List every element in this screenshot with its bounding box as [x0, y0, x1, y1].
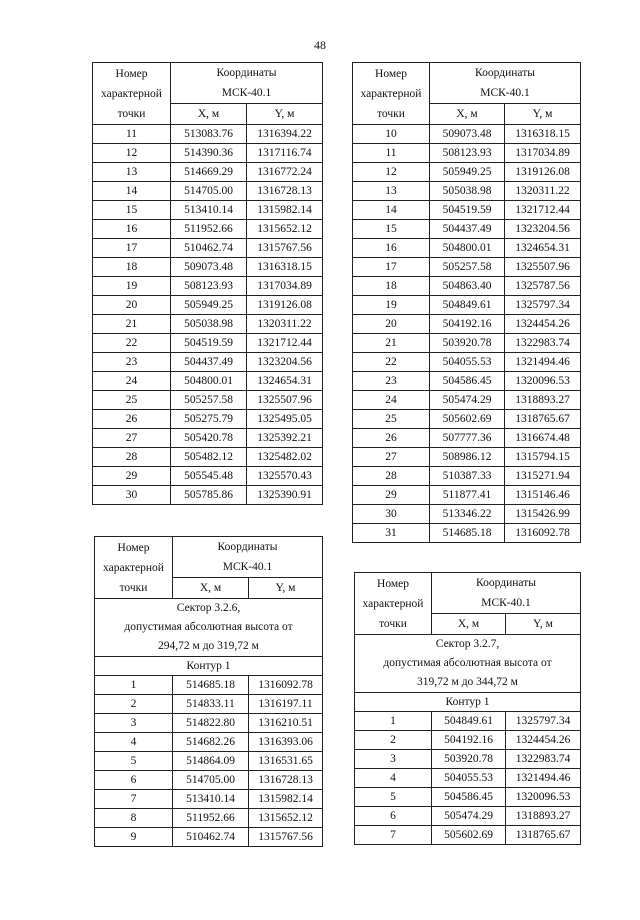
point-number: 13: [353, 182, 430, 201]
y-coordinate: 1322983.74: [506, 750, 581, 769]
y-coordinate: 1320311.22: [505, 182, 581, 201]
table-row: [93, 410, 323, 429]
x-coordinate: 504055.53: [432, 769, 506, 788]
x-coordinate: 510462.74: [171, 239, 247, 258]
x-coordinate: 505038.98: [430, 182, 505, 201]
y-coordinate: 1315652.12: [249, 809, 323, 828]
coordinates-header: Координаты МСК-40.1: [430, 63, 581, 104]
y-coordinate: 1318765.67: [505, 410, 581, 429]
x-coordinate: 504849.61: [430, 296, 505, 315]
table-row: [353, 182, 581, 201]
y-coordinate: 1316197.11: [249, 695, 323, 714]
x-coordinate: 504863.40: [430, 277, 505, 296]
point-number: 7: [355, 826, 432, 845]
x-coordinate: 511952.66: [173, 809, 249, 828]
table-row: [93, 201, 323, 220]
x-coordinate: 505785.86: [171, 486, 247, 505]
table-row: [95, 828, 323, 847]
x-coordinate: 513410.14: [171, 201, 247, 220]
coordinates-header: Координаты МСК-40.1: [432, 573, 581, 614]
table-row: [355, 750, 581, 769]
point-number: 14: [353, 201, 430, 220]
y-coordinate: 1319126.08: [247, 296, 323, 315]
y-coordinate: 1320311.22: [247, 315, 323, 334]
table-row: [93, 334, 323, 353]
coordinates-header: Координаты МСК-40.1: [171, 63, 323, 104]
table-row: [355, 826, 581, 845]
point-number: 22: [93, 334, 171, 353]
point-number: 19: [93, 277, 171, 296]
y-coordinate: 1321712.44: [505, 201, 581, 220]
y-coordinate: 1316092.78: [505, 524, 581, 543]
x-coordinate: 514822.80: [173, 714, 249, 733]
x-coordinate: 514864.09: [173, 752, 249, 771]
y-coordinate: 1324454.26: [505, 315, 581, 334]
x-coordinate: 504586.45: [430, 372, 505, 391]
x-coordinate: 504437.49: [430, 220, 505, 239]
x-coordinate: 505275.79: [171, 410, 247, 429]
x-coordinate: 513346.22: [430, 505, 505, 524]
y-coordinate: 1316092.78: [249, 676, 323, 695]
point-number: 24: [93, 372, 171, 391]
x-coordinate: 504192.16: [430, 315, 505, 334]
contour-label: Контур 1: [355, 693, 581, 712]
x-coordinate: 511952.66: [171, 220, 247, 239]
y-coordinate: 1320096.53: [506, 788, 581, 807]
y-coordinate: 1321494.46: [505, 353, 581, 372]
table-row: [93, 391, 323, 410]
table-row: [353, 334, 581, 353]
point-number: 30: [93, 486, 171, 505]
table-row: [95, 714, 323, 733]
point-number: 26: [93, 410, 171, 429]
table-row: [93, 372, 323, 391]
x-coordinate: 514669.29: [171, 163, 247, 182]
x-column-header: X, м: [171, 104, 247, 125]
table-row: [353, 296, 581, 315]
y-coordinate: 1316772.24: [247, 163, 323, 182]
y-coordinate: 1316674.48: [505, 429, 581, 448]
point-number: 2: [355, 731, 432, 750]
sector-caption: Сектор 3.2.7, допустимая абсолютная высота от 319,72 м до 344,72 м: [355, 635, 581, 693]
x-coordinate: 513410.14: [173, 790, 249, 809]
y-coordinate: 1321494.46: [506, 769, 581, 788]
table-row: [353, 220, 581, 239]
point-number: 4: [95, 733, 173, 752]
y-coordinate: 1325390.91: [247, 486, 323, 505]
x-coordinate: 504055.53: [430, 353, 505, 372]
y-column-header: Y, м: [247, 104, 323, 125]
point-number-header: Номер характерной точки: [353, 63, 430, 125]
y-coordinate: 1315794.15: [505, 448, 581, 467]
point-number-header: Номер характерной точки: [95, 537, 173, 599]
y-coordinate: 1316318.15: [247, 258, 323, 277]
coordinates-table-2: [352, 62, 581, 543]
y-coordinate: 1325507.96: [505, 258, 581, 277]
point-number: 2: [95, 695, 173, 714]
point-number: 19: [353, 296, 430, 315]
point-number: 25: [353, 410, 430, 429]
point-number: 22: [353, 353, 430, 372]
table-row: [95, 676, 323, 695]
table-row: [355, 769, 581, 788]
x-coordinate: 503920.78: [430, 334, 505, 353]
x-coordinate: 504849.61: [432, 712, 506, 731]
x-coordinate: 504519.59: [171, 334, 247, 353]
point-number: 6: [95, 771, 173, 790]
x-coordinate: 513083.76: [171, 125, 247, 144]
y-coordinate: 1324654.31: [505, 239, 581, 258]
sector-caption: Сектор 3.2.6, допустимая абсолютная высота от 294,72 м до 319,72 м: [95, 599, 323, 657]
x-coordinate: 514705.00: [171, 182, 247, 201]
table-row: [93, 258, 323, 277]
table-row: [93, 448, 323, 467]
x-coordinate: 504437.49: [171, 353, 247, 372]
point-number: 18: [353, 277, 430, 296]
y-coordinate: 1315982.14: [247, 201, 323, 220]
x-coordinate: 505474.29: [430, 391, 505, 410]
y-column-header: Y, м: [249, 578, 323, 599]
y-coordinate: 1325482.02: [247, 448, 323, 467]
table-row: [353, 353, 581, 372]
point-number: 8: [95, 809, 173, 828]
point-number: 9: [95, 828, 173, 847]
table-row: [353, 239, 581, 258]
point-number: 10: [353, 125, 430, 144]
point-number: 6: [355, 807, 432, 826]
table-row: [355, 788, 581, 807]
contour-label: Контур 1: [95, 657, 323, 676]
table-row: [93, 163, 323, 182]
y-coordinate: 1324654.31: [247, 372, 323, 391]
y-coordinate: 1315652.12: [247, 220, 323, 239]
point-number: 21: [353, 334, 430, 353]
y-coordinate: 1318893.27: [506, 807, 581, 826]
point-number: 11: [353, 144, 430, 163]
table-row: [93, 239, 323, 258]
point-number: 12: [93, 144, 171, 163]
table-row: [93, 220, 323, 239]
table-row: [353, 410, 581, 429]
table-row: [93, 467, 323, 486]
table-row: [355, 731, 581, 750]
x-coordinate: 505949.25: [430, 163, 505, 182]
y-coordinate: 1323204.56: [247, 353, 323, 372]
x-coordinate: 505420.78: [171, 429, 247, 448]
point-number: 23: [353, 372, 430, 391]
y-coordinate: 1315271.94: [505, 467, 581, 486]
y-coordinate: 1321712.44: [247, 334, 323, 353]
point-number: 15: [93, 201, 171, 220]
point-number-header: Номер характерной точки: [355, 573, 432, 635]
table-row: [95, 809, 323, 828]
y-coordinate: 1323204.56: [505, 220, 581, 239]
point-number: 17: [93, 239, 171, 258]
y-coordinate: 1315767.56: [249, 828, 323, 847]
y-coordinate: 1316210.51: [249, 714, 323, 733]
y-coordinate: 1316394.22: [247, 125, 323, 144]
x-coordinate: 504800.01: [430, 239, 505, 258]
table-row: [353, 505, 581, 524]
point-number: 26: [353, 429, 430, 448]
table-row: [93, 296, 323, 315]
y-coordinate: 1325787.56: [505, 277, 581, 296]
table-row: [93, 429, 323, 448]
point-number: 5: [355, 788, 432, 807]
x-coordinate: 508986.12: [430, 448, 505, 467]
x-coordinate: 509073.48: [171, 258, 247, 277]
point-number: 29: [93, 467, 171, 486]
x-coordinate: 505257.58: [171, 391, 247, 410]
y-coordinate: 1317116.74: [247, 144, 323, 163]
x-coordinate: 508123.93: [171, 277, 247, 296]
coordinates-header: Координаты МСК-40.1: [173, 537, 323, 578]
x-coordinate: 505257.58: [430, 258, 505, 277]
table-row: [353, 391, 581, 410]
y-coordinate: 1325392.21: [247, 429, 323, 448]
point-number: 14: [93, 182, 171, 201]
x-coordinate: 504586.45: [432, 788, 506, 807]
point-number: 12: [353, 163, 430, 182]
x-coordinate: 514390.36: [171, 144, 247, 163]
x-coordinate: 505602.69: [430, 410, 505, 429]
y-coordinate: 1320096.53: [505, 372, 581, 391]
table-row: [93, 315, 323, 334]
y-coordinate: 1318765.67: [506, 826, 581, 845]
x-coordinate: 509073.48: [430, 125, 505, 144]
point-number: 3: [355, 750, 432, 769]
point-number: 27: [93, 429, 171, 448]
x-column-header: X, м: [430, 104, 505, 125]
point-number: 16: [353, 239, 430, 258]
table-row: [93, 144, 323, 163]
x-coordinate: 505038.98: [171, 315, 247, 334]
table-row: [93, 182, 323, 201]
point-number: 21: [93, 315, 171, 334]
coordinates-table-4: [354, 572, 581, 845]
table-row: [353, 467, 581, 486]
point-number: 1: [355, 712, 432, 731]
point-number: 28: [93, 448, 171, 467]
point-number: 30: [353, 505, 430, 524]
y-coordinate: 1324454.26: [506, 731, 581, 750]
point-number: 23: [93, 353, 171, 372]
table-row: [93, 125, 323, 144]
table-row: [95, 752, 323, 771]
point-number: 1: [95, 676, 173, 695]
x-coordinate: 514685.18: [430, 524, 505, 543]
table-row: [353, 277, 581, 296]
y-coordinate: 1316531.65: [249, 752, 323, 771]
point-number: 18: [93, 258, 171, 277]
page-number: 48: [314, 38, 326, 52]
y-coordinate: 1318893.27: [505, 391, 581, 410]
x-coordinate: 507777.36: [430, 429, 505, 448]
x-coordinate: 503920.78: [432, 750, 506, 769]
x-coordinate: 514685.18: [173, 676, 249, 695]
x-coordinate: 510387.33: [430, 467, 505, 486]
x-coordinate: 508123.93: [430, 144, 505, 163]
table-row: [93, 486, 323, 505]
y-coordinate: 1325797.34: [505, 296, 581, 315]
y-coordinate: 1315426.99: [505, 505, 581, 524]
table-row: [95, 695, 323, 714]
table-row: [355, 807, 581, 826]
table-row: [93, 353, 323, 372]
y-coordinate: 1325495.05: [247, 410, 323, 429]
y-coordinate: 1316393.06: [249, 733, 323, 752]
point-number: 7: [95, 790, 173, 809]
x-coordinate: 505474.29: [432, 807, 506, 826]
point-number: 25: [93, 391, 171, 410]
point-number: 16: [93, 220, 171, 239]
table-row: [353, 486, 581, 505]
y-column-header: Y, м: [506, 614, 581, 635]
point-number: 11: [93, 125, 171, 144]
table-row: [95, 733, 323, 752]
point-number: 15: [353, 220, 430, 239]
x-coordinate: 504800.01: [171, 372, 247, 391]
table-row: [353, 125, 581, 144]
x-coordinate: 505482.12: [171, 448, 247, 467]
y-coordinate: 1325570.43: [247, 467, 323, 486]
y-coordinate: 1325507.96: [247, 391, 323, 410]
table-row: [353, 315, 581, 334]
table-row: [353, 258, 581, 277]
point-number: 3: [95, 714, 173, 733]
x-coordinate: 505949.25: [171, 296, 247, 315]
y-coordinate: 1319126.08: [505, 163, 581, 182]
point-number: 20: [93, 296, 171, 315]
y-coordinate: 1316318.15: [505, 125, 581, 144]
point-number: 13: [93, 163, 171, 182]
point-number: 4: [355, 769, 432, 788]
y-coordinate: 1317034.89: [247, 277, 323, 296]
point-number: 27: [353, 448, 430, 467]
x-coordinate: 504192.16: [432, 731, 506, 750]
coordinates-table-3: [94, 536, 323, 847]
y-coordinate: 1316728.13: [247, 182, 323, 201]
table-row: [353, 163, 581, 182]
table-row: [355, 712, 581, 731]
table-row: [95, 790, 323, 809]
table-row: [95, 771, 323, 790]
y-coordinate: 1322983.74: [505, 334, 581, 353]
point-number: 29: [353, 486, 430, 505]
y-coordinate: 1315767.56: [247, 239, 323, 258]
point-number: 28: [353, 467, 430, 486]
y-coordinate: 1325797.34: [506, 712, 581, 731]
x-coordinate: 510462.74: [173, 828, 249, 847]
table-row: [93, 277, 323, 296]
point-number: 24: [353, 391, 430, 410]
y-coordinate: 1315146.46: [505, 486, 581, 505]
table-row: [353, 144, 581, 163]
x-coordinate: 514705.00: [173, 771, 249, 790]
x-column-header: X, м: [432, 614, 506, 635]
x-coordinate: 505602.69: [432, 826, 506, 845]
y-coordinate: 1317034.89: [505, 144, 581, 163]
x-coordinate: 511877.41: [430, 486, 505, 505]
x-column-header: X, м: [173, 578, 249, 599]
x-coordinate: 514682.26: [173, 733, 249, 752]
table-row: [353, 448, 581, 467]
y-column-header: Y, м: [505, 104, 581, 125]
point-number: 20: [353, 315, 430, 334]
point-number-header: Номер характерной точки: [93, 63, 171, 125]
point-number: 31: [353, 524, 430, 543]
x-coordinate: 514833.11: [173, 695, 249, 714]
point-number: 17: [353, 258, 430, 277]
point-number: 5: [95, 752, 173, 771]
table-row: [353, 372, 581, 391]
x-coordinate: 505545.48: [171, 467, 247, 486]
table-row: [353, 201, 581, 220]
y-coordinate: 1315982.14: [249, 790, 323, 809]
y-coordinate: 1316728.13: [249, 771, 323, 790]
coordinates-table-1: [92, 62, 323, 505]
table-row: [353, 429, 581, 448]
x-coordinate: 504519.59: [430, 201, 505, 220]
table-row: [353, 524, 581, 543]
